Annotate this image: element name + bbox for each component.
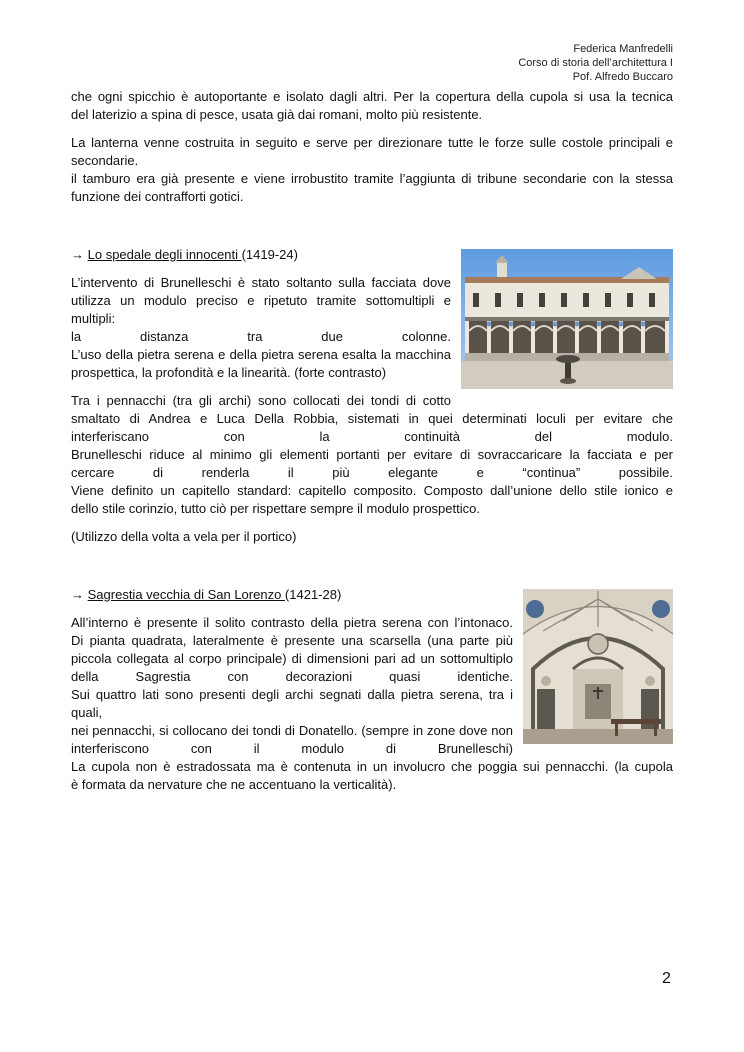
- page-header: [373, 42, 673, 84]
- sagrestia-dates: (1421-28): [284, 587, 342, 602]
- section-spedale: [71, 246, 673, 546]
- spedale-heading: → Lo spedale degli innocenti (1419-24): [71, 247, 298, 262]
- spedale-dates: (1419-24): [241, 247, 298, 262]
- sagrestia-heading: → Sagrestia vecchia di San Lorenzo (1421-28): [71, 587, 342, 602]
- spedale-title: Lo spedale degli innocenti: [87, 247, 242, 262]
- intro-paragraph-1: che ogni spicchio è autoportante e isolato dagli altri. Per la copertura della cupola si usa la tecnica del laterizio a spina di pesce, usata già dai romani, molto più resistente.: [71, 89, 673, 122]
- sagrestia-paragraph: All’interno è presente il solito contrasto della pietra serena con l’intonaco. Di pianta quadrata, lateralmente è presente una scarsella (una parte più piccola collegata al corpo principale) di dimensioni pari ad un sottomultiplo della Sagrestia con decorazioni quasi identiche. Sui quattro lati sono presenti degli archi segnati dalla pietra serena, tra i quali, nei pennacchi, si collocano dei tondi di Donatello. (sempre in zone dove non interferiscono con il modulo di Brunelleschi) La cupola non è estradossata ma è contenuta in un involucro che poggia sui pennacchi. (la cupola è formata da nervature che ne accentuano la verticalità).: [71, 615, 673, 792]
- spedale-paragraph-1: L’intervento di Brunelleschi è stato soltanto sulla facciata dove utilizza un modulo preciso e ripetuto tramite sottomultipli e multipli: la distanza tra due colonne. L’uso della pietra serena e della pietra serena esalta la macchina prospettica, la profondità e la linearità. (forte contrasto): [71, 275, 451, 380]
- page-number: 2: [662, 970, 671, 987]
- sagrestia-title: Sagrestia vecchia di San Lorenzo: [87, 587, 285, 602]
- spedale-note: (Utilizzo della volta a vela per il portico): [71, 529, 297, 544]
- spedale-paragraph-2: Tra i pennacchi (tra gli archi) sono collocati dei tondi di cotto smaltato di Andrea e Luca Della Robbia, sistemati in quei determinati loculi per evitare che interferiscano con la continuità del modulo. Brunelleschi riduce al minimo gli elementi portanti per evitare di sovraccaricare la facciata e per cercare di renderla il più elegante e “continua” possibile. Viene definito un capitello standard: capitello composito. Composto dall’unione dello stile ionico e dello stile corinzio, tutto ciò per rispettare sempre il modulo prospettico.: [71, 393, 673, 516]
- spedale-photo: [461, 249, 673, 389]
- header-course: Corso di storia dell’architettura I: [518, 57, 673, 69]
- sagrestia-photo: [523, 589, 673, 744]
- section-sagrestia: [71, 586, 673, 794]
- header-professor: Pof. Alfredo Buccaro: [572, 71, 673, 83]
- intro-paragraph-2: La lanterna venne costruita in seguito e serve per direzionare tutte le forze sulle costole principali e secondarie. il tamburo era già presente e viene irrobustito tramite l’aggiunta di tribune secondarie con la stessa funzione dei contrafforti gotici.: [71, 135, 673, 204]
- header-author: Federica Manfredelli: [573, 43, 673, 55]
- document-body: [71, 88, 673, 794]
